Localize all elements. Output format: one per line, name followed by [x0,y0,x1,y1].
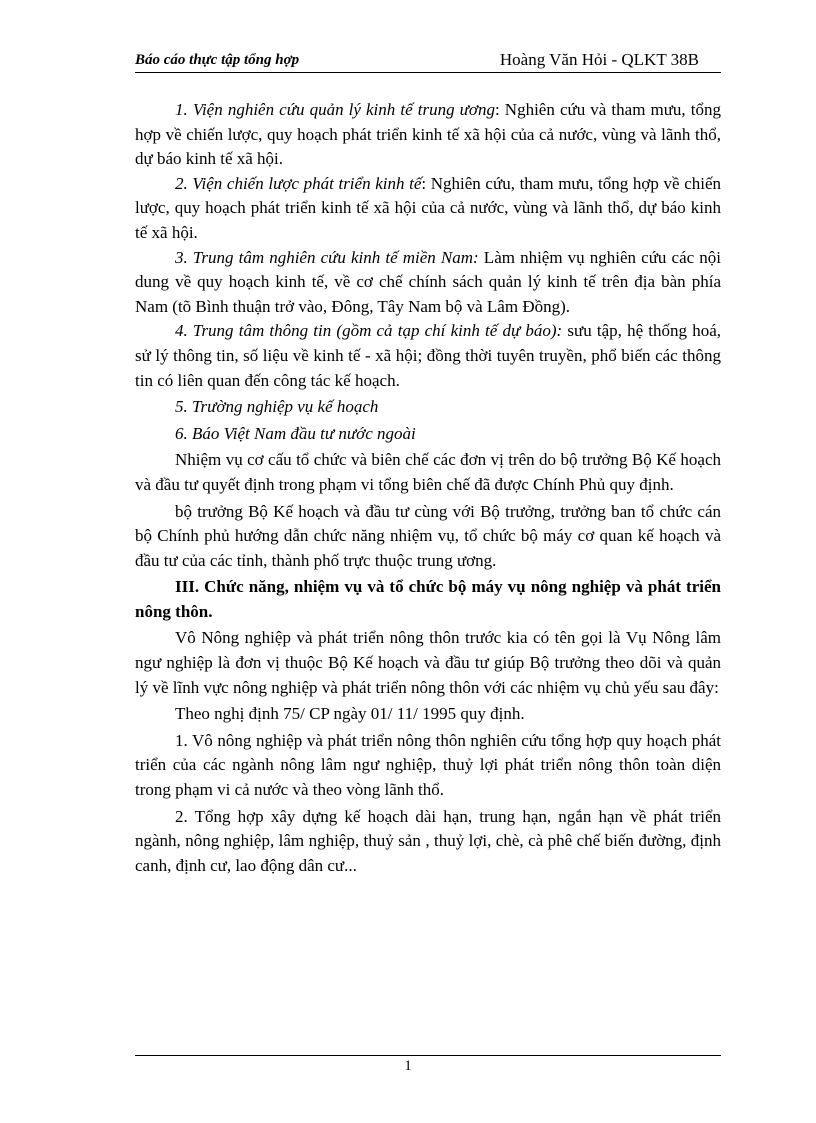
paragraph-text: sưu tập, hệ thống hoá, sử lý thông tin, số liệu về kinh tế - xã hội; đồng thời tuyên truyền, phổ biến các thông tin có liên quan đến công tác kế hoạch. [135,321,721,390]
paragraph-lead: 5. Trường nghiệp vụ kế hoạch [175,397,379,417]
header-report-title: Báo cáo thực tập tổng hợp [135,52,300,68]
footer-divider [135,1055,721,1056]
paragraph [135,319,721,393]
paragraph: Theo nghị định 75/ CP ngày 01/ 11/ 1995 quy định. [175,704,525,724]
paragraph-lead: 6. Báo Việt Nam đầu tư nước ngoài [175,423,416,443]
paragraph-lead: 4. Trung tâm thông tin (gồm cả tạp chí kinh tế dự báo): [175,321,563,341]
paragraph [135,172,721,246]
page-number: 1 [404,1058,412,1074]
header-author: Hoàng Văn Hỏi - QLKT 38B [499,50,699,69]
paragraph: 2. Tổng hợp xây dựng kế hoạch dài hạn, trung hạn, ngắn hạn về phát triển ngành, nông nghiệp, lâm nghiệp, thuỷ sản , thuỷ lợi, chè, cà phê chế biến đường, định canh, định cư, lao động dân cư... [135,806,721,875]
paragraph-text: Nhiệm vụ cơ cấu tổ chức và biên chế các đơn vị trên do bộ trưởng Bộ Kế hoạch và đầu tư quyết định trong phạm vi tổng biên chế đã được Chính Phủ quy định. [135,450,721,494]
paragraph [135,422,721,447]
paragraph-text: : Nghiên cứu, tham mưu, tổng hợp về chiến lược, quy hoạch phát triển kinh tế xã hội của cả nước, vùng và lãnh thổ, dự báo kinh tế xã hội. [135,173,722,242]
section-heading: III. Chức năng, nhiệm vụ và tổ chức bộ máy vụ nông nghiệp và phát triển nông thôn. [135,577,721,621]
paragraph: Vô Nông nghiệp và phát triển nông thôn trước kia có tên gọi là Vụ Nông lâm ngư nghiệp là đơn vị thuộc Bộ Kế hoạch và đầu tư giúp Bộ trưởng theo dõi và quản lý về lĩnh vực nông nghiệp và phát triển nông thôn với các nhiệm vụ chủ yếu sau đây: [135,628,721,697]
paragraph-lead: 2. Viện chiến lược phát triển kinh tế [175,173,422,193]
document-body [135,98,721,878]
paragraph-lead: 1. Viện nghiên cứu quản lý kinh tế trung ương [175,100,495,119]
page-header [135,50,721,73]
paragraph [135,500,721,574]
paragraph-lead: 3. Trung tâm nghiên cứu kinh tế miền Nam: [175,247,479,267]
paragraph [135,246,721,320]
paragraph-text: bộ trưởng Bộ Kế hoạch và đầu tư cùng với Bộ trưởng, trưởng ban tổ chức cán bộ Chính phủ hướng dẫn chức năng nhiệm vụ, tổ chức bộ máy cơ quan kế hoạch và đầu tư của các tỉnh, thành phố trực thuộc trung ương. [135,501,721,570]
paragraph [135,98,721,172]
paragraph [135,448,721,497]
paragraph-text: Làm nhiệm vụ nghiên cứu các nội dung về quy hoạch kinh tế, về cơ chế chính sách quản lý kinh tế trên địa bàn phía Nam (tõ Bình thuận trở vào, Đông, Tây Nam bộ và Lâm Đồng). [135,247,721,316]
paragraph-text: : Nghiên cứu và tham mưu, tổng hợp về chiến lược, quy hoạch phát triển kinh tế xã hội của cả nước, vùng và lãnh thổ, dự báo kinh tế xã hội. [135,100,721,169]
paragraph: 1. Vô nông nghiệp và phát triển nông thôn nghiên cứu tổng hợp quy hoạch phát triển của các ngành nông lâm ngư nghiệp, thuỷ lợi phát triển nông thôn toàn diện trong phạm vi cả nước và theo vòng lãnh thổ. [135,730,721,800]
paragraph [135,395,721,420]
